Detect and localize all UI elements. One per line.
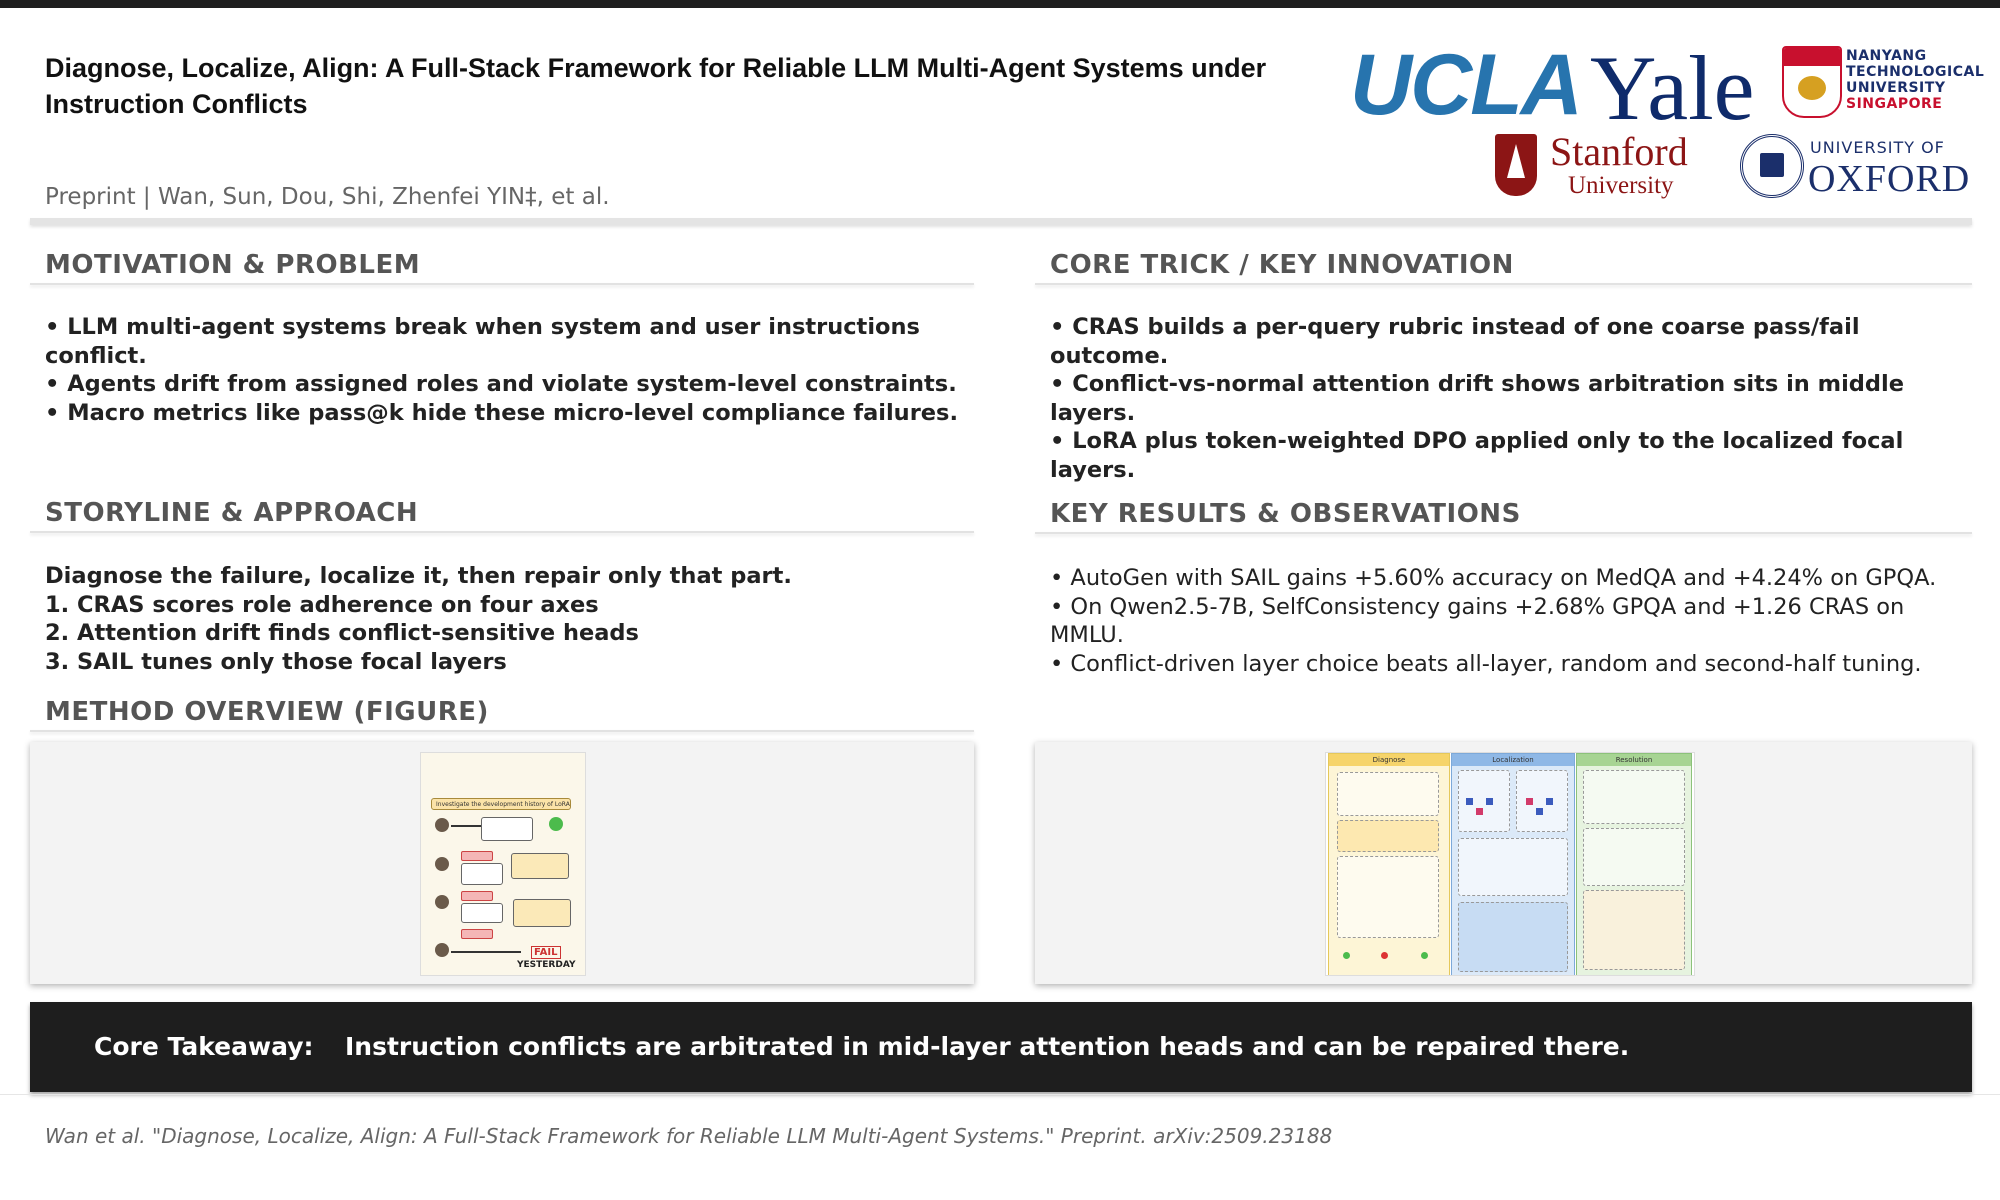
figure-header-box: Investigate the development history of LoRA bbox=[431, 798, 571, 810]
method-figure-thumbnail-right bbox=[1325, 752, 1695, 976]
ntu-wordmark: NANYANG TECHNOLOGICAL UNIVERSITY SINGAPORE bbox=[1846, 48, 1985, 112]
header-divider bbox=[30, 218, 1972, 225]
localization-column: Localization bbox=[1451, 753, 1575, 976]
pass-icon bbox=[1343, 952, 1350, 959]
agent-icon bbox=[435, 857, 449, 871]
core-trick-heading: CORE TRICK / KEY INNOVATION bbox=[1050, 250, 1514, 280]
agent-icon bbox=[435, 943, 449, 957]
footer-divider bbox=[0, 1094, 2000, 1095]
motivation-divider bbox=[30, 283, 974, 285]
storyline-step: 1. CRAS scores role adherence on four axes bbox=[45, 591, 599, 618]
results-heading: KEY RESULTS & OBSERVATIONS bbox=[1050, 499, 1521, 529]
agent-icon bbox=[435, 895, 449, 909]
method-divider bbox=[30, 730, 974, 732]
storyline-line: Diagnose the failure, localize it, then repair only that part. bbox=[45, 563, 792, 589]
storyline-text bbox=[45, 562, 975, 676]
left-figure-panel bbox=[30, 742, 974, 984]
list-item: • Agents drift from assigned roles and violate system-level constraints. bbox=[45, 371, 957, 397]
storyline-step: 3. SAIL tunes only those focal layers bbox=[45, 648, 507, 675]
list-item: • CRAS builds a per-query rubric instead of one coarse pass/fail outcome. bbox=[1050, 314, 1860, 369]
list-item: • LLM multi-agent systems break when system and user instructions conflict. bbox=[45, 314, 920, 369]
list-item: • AutoGen with SAIL gains +5.60% accuracy on MedQA and +4.24% on GPQA. bbox=[1050, 565, 1937, 591]
motivation-heading: MOTIVATION & PROBLEM bbox=[45, 250, 421, 280]
storyline-step: 2. Attention drift finds conflict-sensitive heads bbox=[45, 620, 639, 646]
list-item: • On Qwen2.5-7B, SelfConsistency gains +2.68% GPQA and +1.26 CRAS on MMLU. bbox=[1050, 593, 1905, 648]
citation: Wan et al. "Diagnose, Localize, Align: A Full-Stack Framework for Reliable LLM Multi-Agent Systems." Preprint. arXiv:2509.23188 bbox=[45, 1124, 1333, 1148]
fail-stamp: FAIL bbox=[531, 946, 561, 959]
list-item: • Conflict-vs-normal attention drift shows arbitration sits in middle layers. bbox=[1050, 371, 1904, 426]
stanford-tree-icon bbox=[1495, 134, 1537, 196]
pass-icon bbox=[1421, 952, 1428, 959]
ucla-logo: UCLA bbox=[1350, 37, 1581, 133]
takeaway-label: Core Takeaway: bbox=[94, 1032, 314, 1061]
core-trick-list bbox=[1050, 313, 1970, 484]
results-divider bbox=[1035, 532, 1972, 534]
resolution-column: Resolution bbox=[1576, 753, 1692, 976]
poster-title: Diagnose, Localize, Align: A Full-Stack Framework for Reliable LLM Multi-Agent Systems under Instruction Conflicts bbox=[45, 53, 1267, 119]
takeaway-text: Instruction conflicts are arbitrated in mid-layer attention heads and can be repaired there. bbox=[345, 1032, 1630, 1061]
list-item: • Macro metrics like pass@k hide these micro-level compliance failures. bbox=[45, 399, 958, 426]
motivation-list bbox=[45, 313, 975, 427]
yale-logo: Yale bbox=[1590, 37, 1755, 139]
core-trick-divider bbox=[1035, 283, 1972, 285]
core-takeaway-banner bbox=[30, 1002, 1972, 1092]
storyline-divider bbox=[30, 531, 974, 533]
yesterday-label: YESTERDAY bbox=[517, 960, 576, 970]
success-icon bbox=[549, 817, 563, 831]
results-list bbox=[1050, 564, 1970, 678]
top-bar bbox=[0, 0, 2000, 8]
list-item: • Conflict-driven layer choice beats all-layer, random and second-half tuning. bbox=[1050, 650, 1922, 677]
storyline-heading: STORYLINE & APPROACH bbox=[45, 498, 419, 528]
method-heading: METHOD OVERVIEW (FIGURE) bbox=[45, 697, 489, 727]
oxford-logo: UNIVERSITY OF OXFORD bbox=[1740, 130, 1980, 205]
list-item: • LoRA plus token-weighted DPO applied only to the localized focal layers. bbox=[1050, 428, 1904, 483]
agent-icon bbox=[435, 818, 449, 832]
ntu-logo bbox=[1782, 46, 1985, 118]
right-figure-panel bbox=[1035, 742, 1972, 984]
method-figure-thumbnail-left bbox=[420, 752, 586, 976]
fail-icon bbox=[1381, 952, 1388, 959]
diagnose-column: Diagnose bbox=[1328, 753, 1450, 976]
ntu-shield-icon bbox=[1782, 46, 1842, 118]
stanford-logo: Stanford University bbox=[1495, 130, 1715, 200]
oxford-seal-icon bbox=[1740, 134, 1804, 198]
author-line: Preprint | Wan, Sun, Dou, Shi, Zhenfei YIN‡, et al. bbox=[45, 184, 610, 210]
